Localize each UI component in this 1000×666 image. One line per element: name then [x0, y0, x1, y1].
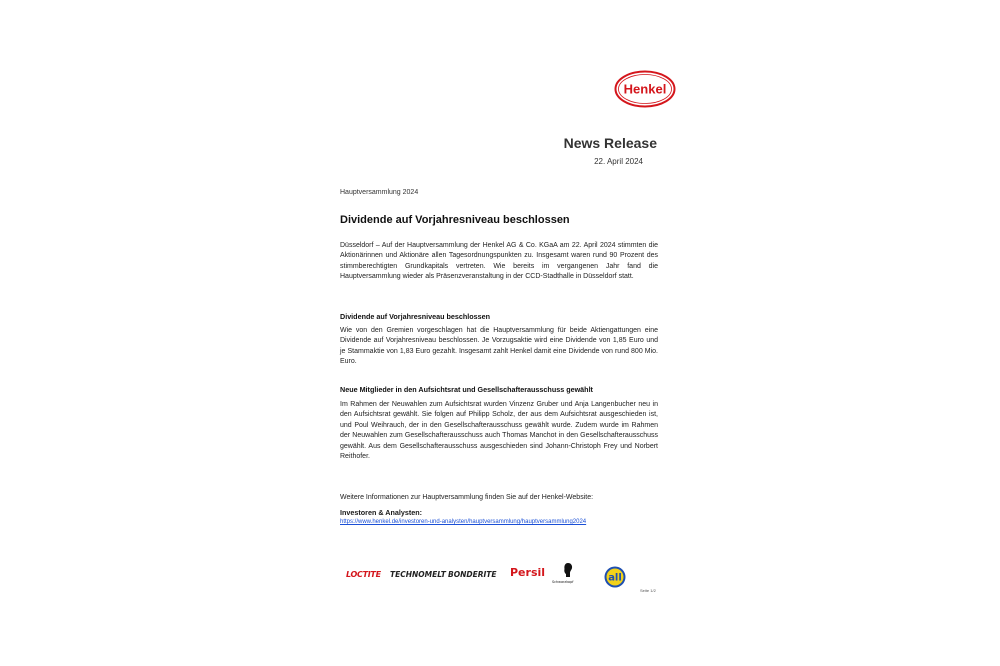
page-number: Seite 1/2 — [640, 588, 656, 593]
paragraph-intro: Düsseldorf – Auf der Hauptversammlung der Henkel AG & Co. KGaA am 22. April 2024 stimmten die Aktionärinnen und Aktionäre allen Tagesordnungspunkten zu. Insgesamt waren rund 90 Prozent des stimmberechtigten Grundkapitals vertreten. Wie bereits im vergangenen Jahr fand die Hauptversammlung wieder als Präsenzveranstaltung in der CCD-Stadthalle in Düsseldorf statt. — [340, 242, 658, 281]
kicker: Hauptversammlung 2024 — [340, 189, 419, 196]
paragraph-more-info: Weitere Informationen zur Hauptversammlung finden Sie auf der Henkel-Website: — [340, 494, 594, 501]
investors-link[interactable]: https://www.henkel.de/investoren-und-analysten/hauptversammlung/hauptversammlung2024 — [340, 519, 587, 525]
release-date: 22. April 2024 — [594, 157, 643, 166]
persil-logo: Persil — [510, 566, 546, 579]
investors-heading: Investoren & Analysten: — [340, 508, 423, 517]
henkel-logo-text: Henkel — [623, 81, 667, 97]
paragraph-board: Im Rahmen der Neuwahlen zum Aufsichtsrat wurden Vinzenz Gruber und Anja Langenbucher neu in den Aufsichtsrat gewählt. Sie folgen auf Philipp Scholz, der aus dem Aufsichtsrat ausgeschieden ist, und Poul Weihrauch, der in den Gesellschafterausschuss gewählt wurde. Zudem wurde im Rahmen der Neuwahlen zum Gesellschafterausschuss auch Thomas Manchot in den Gesellschafterausschuss gewählt. Aus dem Gesellschafterausschuss ausgeschieden sind Johann-Christoph Frey und Norbert Reithofer. — [340, 401, 658, 461]
loctite-logo: LOCTITE — [346, 570, 381, 579]
subheading-board: Neue Mitglieder in den Aufsichtsrat und Gesellschafterausschuss gewählt — [340, 385, 593, 394]
schwarzkopf-head-icon — [562, 562, 574, 578]
bonderite-logo: BONDERITE — [448, 570, 497, 579]
schwarzkopf-logo: Schwarzkopf — [552, 580, 574, 584]
brand-logos — [344, 562, 634, 592]
headline: Dividende auf Vorjahresniveau beschlossen — [340, 214, 570, 226]
henkel-logo — [614, 70, 676, 108]
technomelt-logo: TECHNOMELT — [390, 570, 446, 579]
paragraph-dividend: Wie von den Gremien vorgeschlagen hat die Hauptversammlung für beide Aktiengattungen eine Dividende auf Vorjahresniveau beschlossen. Je Vorzugsaktie wird eine Dividende von 1,85 Euro und je Stammaktie von 1,83 Euro gezahlt. Insgesamt zahlt Henkel damit eine Dividende von rund 800 Mio. Euro. — [340, 327, 658, 366]
subheading-dividend: Dividende auf Vorjahresniveau beschlossen — [340, 312, 491, 321]
release-title: News Release — [563, 135, 657, 151]
all-logo — [604, 566, 626, 588]
all-logo-text: all — [608, 572, 622, 584]
